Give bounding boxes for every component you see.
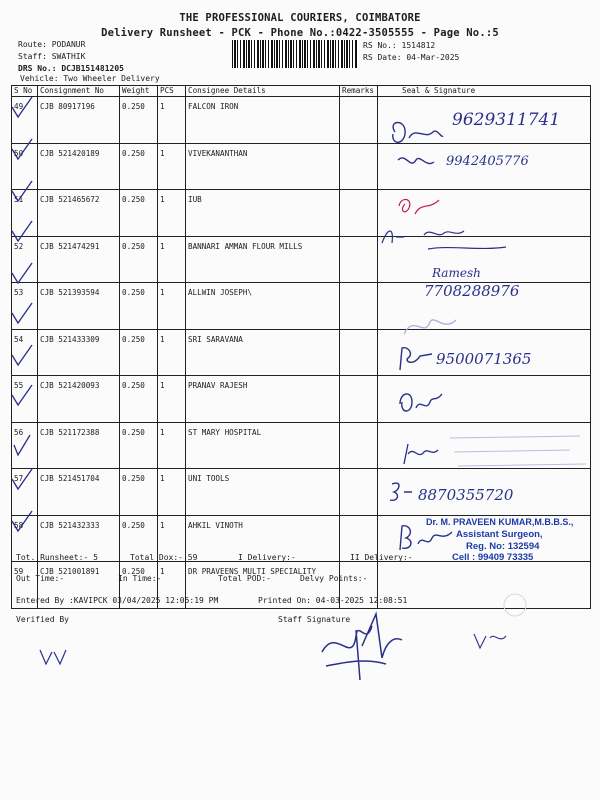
- vehicle-label: Vehicle: Two Wheeler Delivery: [20, 74, 160, 83]
- entered-by: Entered By :KAVIPCK 03/04/2025 12:05:19 PM: [16, 596, 219, 605]
- cell-remarks: [340, 469, 378, 516]
- cell-sno: 58: [12, 515, 38, 562]
- drs-number: DRS No.: DCJB151481205: [18, 64, 124, 73]
- signature-54: [400, 312, 460, 342]
- phone-49: 9629311741: [452, 110, 561, 130]
- cell-consignment: CJB 521420189: [38, 143, 120, 190]
- cell-weight: 0.250: [120, 97, 158, 144]
- rs-number: RS No.: 1514812: [363, 41, 436, 50]
- col-header-pcs: PCS: [158, 86, 186, 97]
- signature-57: [400, 440, 440, 470]
- cell-consignee: ST MARY HOSPITAL: [186, 422, 340, 469]
- cell-consignment: CJB 521474291: [38, 236, 120, 283]
- col-header-remarks: Remarks: [340, 86, 378, 97]
- cell-pcs: 1: [158, 422, 186, 469]
- col-header-consignment: Consignment No: [38, 86, 120, 97]
- cell-consignee: SRI SARAVANA: [186, 329, 340, 376]
- verifier-initials: [36, 644, 72, 670]
- total-runsheet: Tot. Runsheet:- 5: [16, 553, 98, 562]
- stamp-line-2: Assistant Surgeon,: [456, 529, 543, 540]
- cell-consignee: UNI TOOLS: [186, 469, 340, 516]
- cell-weight: 0.250: [120, 562, 158, 609]
- total-dox: Total Dox:- 59: [130, 553, 198, 562]
- cell-sno: 59: [12, 562, 38, 609]
- cell-remarks: [340, 329, 378, 376]
- cell-pcs: 1: [158, 97, 186, 144]
- cell-consignee: AHKIL VINOTH: [186, 515, 340, 562]
- staff-signature-label: Staff Signature: [278, 615, 351, 624]
- cell-sno: 51: [12, 190, 38, 237]
- tick-marks: [8, 95, 38, 545]
- phone-53: 7708288976: [424, 282, 520, 300]
- cell-pcs: 1: [158, 515, 186, 562]
- cell-pcs: 1: [158, 562, 186, 609]
- cell-pcs: 1: [158, 329, 186, 376]
- col-header-signature: Seal & Signature: [378, 86, 591, 97]
- delivery-points: Delvy Points:-: [300, 574, 368, 583]
- barcode: [232, 40, 358, 68]
- signature-55: [396, 344, 436, 374]
- signature-51: [395, 192, 445, 222]
- signature-53-name: Ramesh: [432, 266, 481, 280]
- stamp-line-3: Reg. No: 132594: [466, 541, 540, 552]
- cell-pcs: 1: [158, 283, 186, 330]
- cell-weight: 0.250: [120, 236, 158, 283]
- cell-weight: 0.250: [120, 422, 158, 469]
- cell-consignee: IUB: [186, 190, 340, 237]
- cell-remarks: [340, 236, 378, 283]
- signature-50: [396, 150, 436, 174]
- verified-by: Verified By: [16, 615, 69, 624]
- cell-sno: 53: [12, 283, 38, 330]
- cell-pcs: 1: [158, 376, 186, 423]
- cell-pcs: 1: [158, 143, 186, 190]
- cell-weight: 0.250: [120, 283, 158, 330]
- cell-consignee: ALLWIN JOSEPH\: [186, 283, 340, 330]
- cell-remarks: [340, 376, 378, 423]
- cell-sno: 50: [12, 143, 38, 190]
- cell-consignment: CJB 521172388: [38, 422, 120, 469]
- phone-58: 8870355720: [418, 486, 514, 504]
- cell-consignment: CJB 80917196: [38, 97, 120, 144]
- cell-consignment: CJB 521001891: [38, 562, 120, 609]
- col-header-consignee: Consignee Details: [186, 86, 340, 97]
- signature-52: [380, 225, 510, 257]
- cell-weight: 0.250: [120, 469, 158, 516]
- phone-50: 9942405776: [446, 154, 529, 169]
- cell-remarks: [340, 422, 378, 469]
- cell-remarks: [340, 283, 378, 330]
- cell-weight: 0.250: [120, 143, 158, 190]
- staff-label: Staff: SWATHIK: [18, 52, 86, 61]
- cell-weight: 0.250: [120, 329, 158, 376]
- cell-consignee: BANNARI AMMAN FLOUR MILLS: [186, 236, 340, 283]
- col-header-sno: S No: [12, 86, 38, 97]
- cell-pcs: 1: [158, 190, 186, 237]
- cell-consignment: CJB 521432333: [38, 515, 120, 562]
- cell-consignee: FALCON IRON: [186, 97, 340, 144]
- cell-consignment: CJB 521451704: [38, 469, 120, 516]
- printed-on: Printed On: 04-03-2025 12:08:51: [258, 596, 408, 605]
- cell-weight: 0.250: [120, 376, 158, 423]
- initials-right: [470, 628, 510, 654]
- runsheet-title: Delivery Runsheet - PCK - Phone No.:0422-3505555 - Page No.:5: [101, 27, 499, 39]
- cell-sno: 52: [12, 236, 38, 283]
- cell-consignee: VIVEKANANTHAN: [186, 143, 340, 190]
- stamp-line-4: Cell : 99409 73335: [452, 552, 534, 563]
- signature-56: [396, 388, 446, 420]
- cell-remarks: [340, 97, 378, 144]
- table-header-row: [12, 86, 591, 97]
- cell-sno: 49: [12, 97, 38, 144]
- cell-signature: [378, 562, 591, 609]
- col-header-weight: Weight: [120, 86, 158, 97]
- signature-58: [386, 478, 416, 504]
- route-label: Route: PODANUR: [18, 40, 86, 49]
- out-time: Out Time:-: [16, 574, 65, 583]
- cell-pcs: 1: [158, 469, 186, 516]
- cell-consignment: CJB 521393594: [38, 283, 120, 330]
- staff-signature: [316, 606, 406, 686]
- rs-date: RS Date: 04-Mar-2025: [363, 53, 460, 62]
- faint-mark: [500, 590, 530, 620]
- cell-weight: 0.250: [120, 190, 158, 237]
- cell-sno: 57: [12, 469, 38, 516]
- cell-sno: 54: [12, 329, 38, 376]
- cell-consignment: CJB 521420093: [38, 376, 120, 423]
- cell-sno: 55: [12, 376, 38, 423]
- table-row: [12, 376, 591, 423]
- signature-49: [385, 118, 445, 152]
- cell-sno: 56: [12, 422, 38, 469]
- cell-remarks: [340, 143, 378, 190]
- faint-stamp-57: [440, 430, 590, 480]
- cell-consignment: CJB 521465672: [38, 190, 120, 237]
- total-pod: Total POD:-: [218, 574, 271, 583]
- cell-pcs: 1: [158, 236, 186, 283]
- cell-consignment: CJB 521433309: [38, 329, 120, 376]
- company-title: THE PROFESSIONAL COURIERS, COIMBATORE: [179, 12, 421, 24]
- cell-remarks: [340, 190, 378, 237]
- cell-consignee: DR PRAVEENS MULTI SPECIALITY: [186, 562, 340, 609]
- stamp-line-1: Dr. M. PRAVEEN KUMAR,M.B.B.S.,: [426, 517, 574, 527]
- ii-delivery: II Delivery:-: [350, 553, 413, 562]
- cell-consignee: PRANAV RAJESH: [186, 376, 340, 423]
- cell-weight: 0.250: [120, 515, 158, 562]
- in-time: In Time:-: [118, 574, 162, 583]
- i-delivery: I Delivery:-: [238, 553, 296, 562]
- phone-55: 9500071365: [436, 350, 532, 368]
